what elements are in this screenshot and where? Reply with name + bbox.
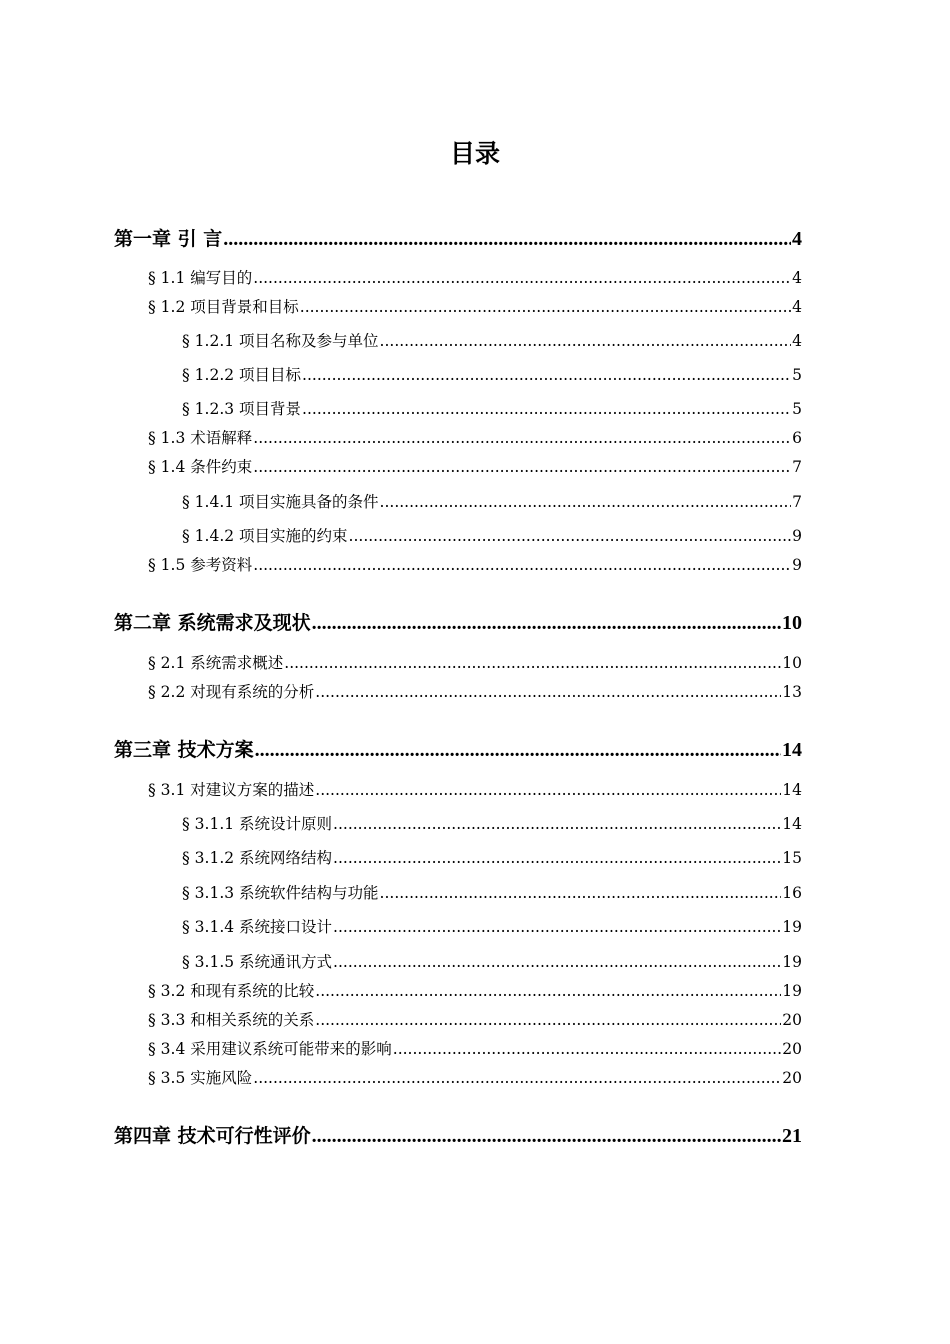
toc-entry-label: § 3.4 采用建议系统可能带来的影响 xyxy=(148,1040,392,1058)
toc-section-entry[interactable] xyxy=(148,651,802,673)
toc-page-number: 10 xyxy=(782,612,802,634)
dot-leader xyxy=(333,815,781,833)
toc-entry-label: 第二章 系统需求及现状 xyxy=(114,612,311,634)
toc-section-entry[interactable] xyxy=(148,1008,802,1030)
dot-leader xyxy=(315,982,781,1000)
dot-leader xyxy=(333,953,781,971)
dot-leader xyxy=(312,612,781,635)
dot-leader xyxy=(380,884,782,902)
toc-subsection-entry[interactable] xyxy=(182,363,802,385)
toc-entry-label: § 3.1.5 系统通讯方式 xyxy=(182,953,333,971)
toc-entry-label: § 3.1.3 系统软件结构与功能 xyxy=(182,884,379,902)
toc-entry-label: § 3.1.4 系统接口设计 xyxy=(182,918,333,936)
toc-subsection-entry[interactable] xyxy=(182,812,802,834)
toc-entry-label: § 1.2 项目背景和目标 xyxy=(148,298,299,316)
toc-page-number: 4 xyxy=(792,269,802,287)
dot-leader xyxy=(300,298,791,316)
toc-chapter-entry[interactable] xyxy=(114,735,802,762)
toc-page-number: 14 xyxy=(782,781,802,799)
toc-section-entry[interactable] xyxy=(148,426,802,448)
toc-page-number: 20 xyxy=(782,1011,802,1029)
toc-entry-label: § 3.1.1 系统设计原则 xyxy=(182,815,333,833)
toc-entry-label: § 1.4.1 项目实施具备的条件 xyxy=(182,493,379,511)
toc-subsection-entry[interactable] xyxy=(182,881,802,903)
toc-page-number: 20 xyxy=(782,1040,802,1058)
toc-section-entry[interactable] xyxy=(148,455,802,477)
dot-leader xyxy=(315,781,781,799)
toc-entry-label: § 1.4.2 项目实施的约束 xyxy=(182,527,348,545)
dot-leader xyxy=(302,366,791,384)
dot-leader xyxy=(284,654,781,672)
dot-leader xyxy=(380,493,792,511)
toc-entry-label: 第三章 技术方案 xyxy=(114,739,254,761)
dot-leader xyxy=(349,527,792,545)
dot-leader xyxy=(380,332,792,350)
toc-page-number: 19 xyxy=(782,918,802,936)
toc-entry-label: § 3.1 对建议方案的描述 xyxy=(148,781,315,799)
toc-entry-label: § 1.3 术语解释 xyxy=(148,429,253,447)
toc-subsection-entry[interactable] xyxy=(182,524,802,546)
toc-entry-label: § 3.3 和相关系统的关系 xyxy=(148,1011,315,1029)
toc-section-entry[interactable] xyxy=(148,680,802,702)
toc-entry-label: § 1.2.2 项目目标 xyxy=(182,366,302,384)
toc-entry-label: § 1.2.1 项目名称及参与单位 xyxy=(182,332,379,350)
toc-subsection-entry[interactable] xyxy=(182,397,802,419)
toc-entry-label: § 3.5 实施风险 xyxy=(148,1069,253,1087)
toc-entry-label: § 3.1.2 系统网络结构 xyxy=(182,849,333,867)
toc-page-number: 14 xyxy=(782,815,802,833)
dot-leader xyxy=(253,429,791,447)
toc-entry-label: § 1.1 编写目的 xyxy=(148,269,253,287)
toc-page-number: 7 xyxy=(792,493,802,511)
toc-section-entry[interactable] xyxy=(148,266,802,288)
toc-section-entry[interactable] xyxy=(148,553,802,575)
toc-page-number: 20 xyxy=(782,1069,802,1087)
toc-page-number: 6 xyxy=(792,429,802,447)
toc-entry-label: § 1.5 参考资料 xyxy=(148,556,253,574)
toc-entry-label: § 2.2 对现有系统的分析 xyxy=(148,683,315,701)
dot-leader xyxy=(302,400,791,418)
toc-page-number: 19 xyxy=(782,982,802,1000)
dot-leader xyxy=(253,556,791,574)
toc-subsection-entry[interactable] xyxy=(182,329,802,351)
toc-page-number: 4 xyxy=(792,332,802,350)
toc-subsection-entry[interactable] xyxy=(182,950,802,972)
toc-section-entry[interactable] xyxy=(148,979,802,1001)
dot-leader xyxy=(315,683,781,701)
toc-entry-label: § 2.1 系统需求概述 xyxy=(148,654,284,672)
toc-entry-label: § 1.4 条件约束 xyxy=(148,458,253,476)
dot-leader xyxy=(315,1011,781,1029)
toc-subsection-entry[interactable] xyxy=(182,846,802,868)
dot-leader xyxy=(253,269,791,287)
dot-leader xyxy=(333,918,781,936)
toc-subsection-entry[interactable] xyxy=(182,490,802,512)
toc-page-number: 5 xyxy=(792,366,802,384)
dot-leader xyxy=(312,1125,781,1148)
toc-entry-label: § 1.2.3 项目背景 xyxy=(182,400,302,418)
toc-page-number: 15 xyxy=(782,849,802,867)
toc-page-number: 13 xyxy=(782,683,802,701)
toc-section-entry[interactable] xyxy=(148,1066,802,1088)
dot-leader xyxy=(253,1069,781,1087)
toc-page-number: 16 xyxy=(782,884,802,902)
toc-title: 目录 xyxy=(449,139,500,168)
toc-page-number: 19 xyxy=(782,953,802,971)
dot-leader xyxy=(393,1040,782,1058)
toc-chapter-entry[interactable] xyxy=(114,224,802,251)
toc-page-number: 9 xyxy=(792,556,802,574)
toc-entry-label: 第四章 技术可行性评价 xyxy=(114,1125,311,1147)
toc-subsection-entry[interactable] xyxy=(182,915,802,937)
dot-leader xyxy=(223,228,791,251)
toc-chapter-entry[interactable] xyxy=(114,1121,802,1148)
toc-page-number: 4 xyxy=(792,228,802,250)
toc-page-number: 5 xyxy=(792,400,802,418)
toc-page-number: 9 xyxy=(792,527,802,545)
toc-section-entry[interactable] xyxy=(148,295,802,317)
toc-section-entry[interactable] xyxy=(148,778,802,800)
dot-leader xyxy=(333,849,781,867)
toc-entry-label: 第一章 引 言 xyxy=(114,228,223,250)
toc-section-entry[interactable] xyxy=(148,1037,802,1059)
toc-page-number: 4 xyxy=(792,298,802,316)
dot-leader xyxy=(253,458,791,476)
toc-page-number: 7 xyxy=(792,458,802,476)
toc-chapter-entry[interactable] xyxy=(114,608,802,635)
dot-leader xyxy=(255,739,781,762)
toc-page-number: 14 xyxy=(782,739,802,761)
toc-page-number: 10 xyxy=(782,654,802,672)
toc-page-number: 21 xyxy=(782,1125,802,1147)
toc-entry-label: § 3.2 和现有系统的比较 xyxy=(148,982,315,1000)
